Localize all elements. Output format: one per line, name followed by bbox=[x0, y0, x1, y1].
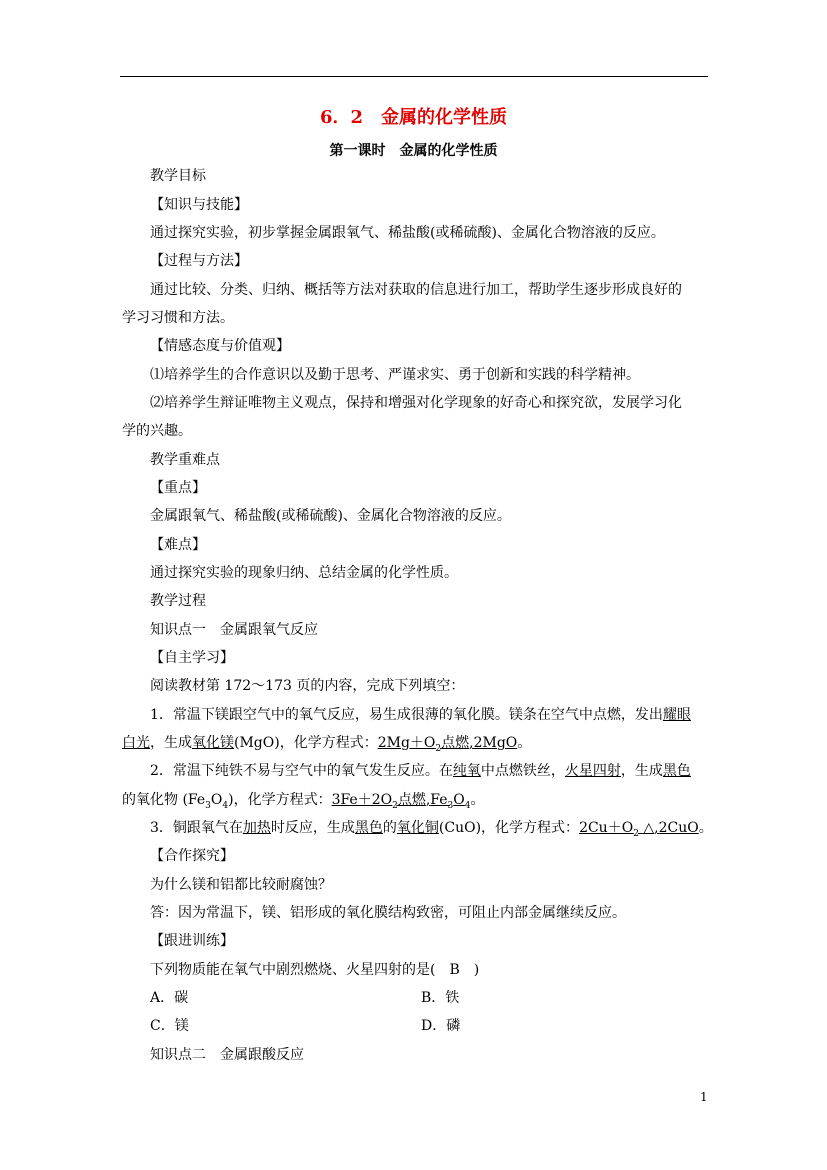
answer-blank: 耀眼 bbox=[662, 707, 691, 723]
section-heading: 教学目标 bbox=[150, 168, 206, 184]
bracket-heading: 【情感态度与价值观】 bbox=[150, 338, 290, 354]
bracket-heading: 【跟进训练】 bbox=[150, 933, 234, 949]
choice-option-b: B．铁 bbox=[421, 990, 460, 1006]
bracket-heading: 【过程与方法】 bbox=[150, 253, 248, 269]
bracket-heading: 【自主学习】 bbox=[150, 650, 234, 666]
answer-blank: 火星四射 bbox=[564, 763, 621, 779]
bracket-heading: 【合作探究】 bbox=[150, 848, 234, 864]
answer-blank: 氧化镁 bbox=[192, 735, 234, 751]
equation-answer: $2Cu+O_2$ △,2CuO bbox=[579, 820, 699, 839]
answer-blank: 黑色 bbox=[662, 763, 691, 779]
paragraph: ⑵培养学生辩证唯物主义观点，保持和增强对化学现象的好奇心和探究欲，发展学习化 bbox=[150, 395, 682, 411]
equation-answer: $3Fe+2O_2$点燃$,Fe_3O_4$ bbox=[331, 792, 471, 811]
fill-question-2: 2．常温下纯铁不易与空气中的氧气发生反应。在纯氧中点燃铁丝，火星四射，生成黑色 bbox=[150, 763, 691, 779]
header-rule bbox=[120, 76, 708, 77]
answer-blank: 加热 bbox=[242, 820, 271, 836]
bracket-heading: 【难点】 bbox=[150, 537, 206, 553]
equation-answer: $2Mg+O_2$点燃,2MgO bbox=[377, 735, 518, 754]
knowledge-point-heading: 知识点一 金属跟氧气反应 bbox=[150, 622, 318, 638]
section-heading: 教学重难点 bbox=[150, 452, 220, 468]
paragraph: 学习习惯和方法。 bbox=[122, 310, 234, 326]
paragraph: 金属跟氧气、稀盐酸(或稀硫酸)、金属化合物溶液的反应。 bbox=[150, 508, 511, 524]
answer-text: 答：因为常温下，镁、铝形成的氧化膜结构致密，可阻止内部金属继续反应。 bbox=[150, 905, 626, 921]
bracket-heading: 【重点】 bbox=[150, 480, 206, 496]
question-text: 为什么镁和铝都比较耐腐蚀？ bbox=[150, 877, 332, 893]
bracket-heading: 【知识与技能】 bbox=[150, 197, 248, 213]
section-heading: 教学过程 bbox=[150, 593, 206, 609]
fill-question-1-cont: 白光，生成氧化镁(MgO)，化学方程式：$2Mg+O_2$点燃,2MgO。 bbox=[122, 735, 532, 754]
paragraph: 通过比较、分类、归纳、概括等方法对获取的信息进行加工，帮助学生逐步形成良好的 bbox=[150, 282, 682, 298]
paragraph: 通过探究实验的现象归纳、总结金属的化学性质。 bbox=[150, 565, 458, 581]
paragraph: ⑴培养学生的合作意识以及勤于思考、严谨求实、勇于创新和实践的科学精神。 bbox=[150, 367, 640, 383]
paragraph: 学的兴趣。 bbox=[122, 423, 192, 439]
lesson-subtitle: 第一课时 金属的化学性质 bbox=[329, 143, 498, 159]
paragraph: 阅读教材第 172～173 页的内容，完成下列填空： bbox=[150, 678, 465, 694]
fill-question-3: 3．铜跟氧气在加热时反应，生成黑色的氧化铜(CuO)，化学方程式：$2Cu+O_2$ △,2CuO。 bbox=[150, 820, 713, 839]
answer-blank: 纯氧 bbox=[452, 763, 481, 779]
answer-blank: 黑色 bbox=[354, 820, 383, 836]
paragraph: 通过探究实验，初步掌握金属跟氧气、稀盐酸(或稀硫酸)、金属化合物溶液的反应。 bbox=[150, 225, 665, 241]
choice-question: 下列物质能在氧气中剧烈燃烧、火星四射的是( B ) bbox=[150, 962, 480, 978]
choice-option-c: C．镁 bbox=[150, 1018, 189, 1034]
page-number: 1 bbox=[700, 1090, 708, 1104]
fill-question-2-cont: 的氧化物 $(Fe_3O_4)$，化学方程式：$3Fe+2O_2$点燃$,Fe_3O_4$。 bbox=[122, 792, 485, 811]
knowledge-point-heading: 知识点二 金属跟酸反应 bbox=[150, 1047, 304, 1063]
answer-blank: 白光 bbox=[122, 735, 150, 751]
fill-question-1: 1．常温下镁跟空气中的氧气反应，易生成很薄的氧化膜。镁条在空气中点燃，发出耀眼 bbox=[150, 707, 691, 723]
answer-blank: 氧化铜 bbox=[396, 820, 439, 836]
choice-option-a: A．碳 bbox=[150, 990, 189, 1006]
choice-option-d: D．磷 bbox=[421, 1018, 461, 1034]
page-title: 6．2 金属的化学性质 bbox=[319, 107, 508, 128]
